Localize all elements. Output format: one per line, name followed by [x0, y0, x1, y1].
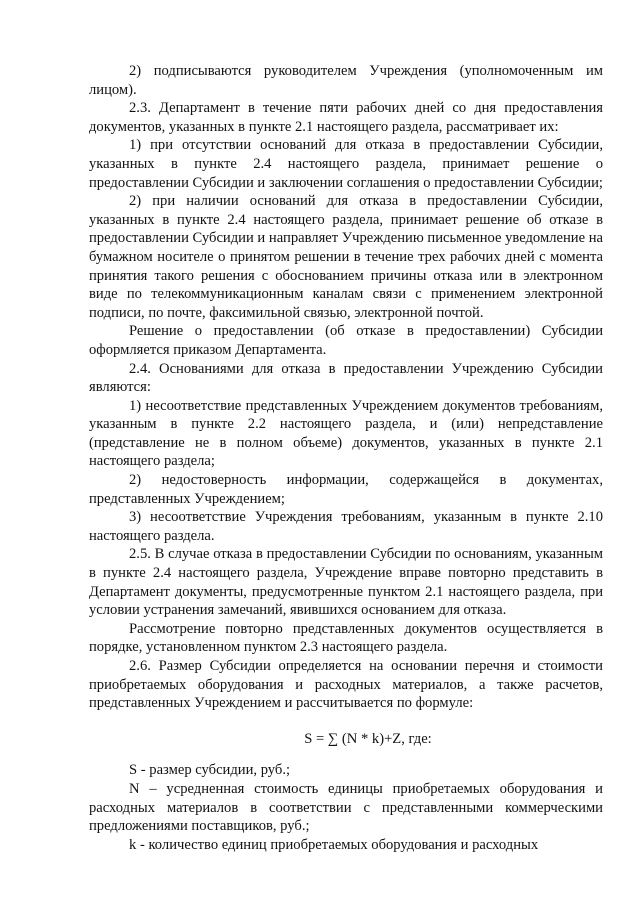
- paragraph-2-signed: 2) подписываются руководителем Учреждения (уполномоченным им лицом).: [89, 63, 603, 98]
- paragraph-2-4-item-3: 3) несоответствие Учреждения требованиям, указанным в пункте 2.10 настоящего раздела.: [89, 509, 603, 544]
- definition-k: k - количество единиц приобретаемых оборудования и расходных: [129, 836, 539, 853]
- paragraph-decision: Решение о предоставлении (об отказе в предоставлении) Субсидии оформляется приказом Департамента.: [89, 323, 603, 358]
- subsidy-formula: S = ∑ (N * k)+Z, где:: [304, 730, 432, 747]
- definition-s: S - размер субсидии, руб.;: [129, 762, 291, 779]
- paragraph-2-4-item-2: 2) недостоверность информации, содержащейся в документах, представленных Учреждением;: [89, 472, 603, 507]
- paragraph-2-3-item-2: 2) при наличии оснований для отказа в предоставлении Субсидии, указанных в пункте 2.4 настоящего раздела, принимает решение об отказе в предоставлении Субсидии и направляет Учреждению письменное уведомление на бумажном носителе о принятом решении в течение трех рабочих дней с момента принятия такого решения с обоснованием причины отказа или в электронном виде по телекоммуникационным каналам связи с применением электронной подписи, по почте, факсимильной связью, электронной почтой.: [89, 193, 603, 321]
- paragraph-2-4-item-1: 1) несоответствие представленных Учреждением документов требованиям, указанным в пункте 2.2 настоящего раздела, и (или) непредставление (представление не в полном объеме) документов, указанных в пункте 2.1 настоящего раздела;: [89, 397, 603, 470]
- paragraph-2-5: 2.5. В случае отказа в предоставлении Субсидии по основаниям, указанным в пункте 2.4 настоящего раздела, Учреждение вправе повторно представить в Департамент документы, предусмотренные пунктом 2.1 настоящего раздела, при условии устранения замечаний, явившихся основанием для отказа.: [89, 546, 603, 619]
- document-body: [89, 62, 603, 854]
- paragraph-resubmission: Рассмотрение повторно представленных документов осуществляется в порядке, установленном пунктом 2.3 настоящего раздела.: [89, 620, 603, 656]
- paragraph-2-4: 2.4. Основаниями для отказа в предоставлении Учреждению Субсидии являются:: [89, 360, 603, 396]
- definition-n: N – усредненная стоимость единицы приобретаемых оборудования и расходных материалов в соответствии с представленными коммерческими предложениями поставщиков, руб.;: [89, 780, 603, 835]
- paragraph-2-6: 2.6. Размер Субсидии определяется на основании перечня и стоимости приобретаемых оборудования и расходных материалов, а также расчетов, представленных Учреждением и рассчитывается по формуле:: [89, 658, 603, 712]
- paragraph-2-3-item-1: 1) при отсутствии оснований для отказа в предоставлении Субсидии, указанных в пункте 2.4 настоящего раздела, принимает решение о предоставлении Субсидии и заключении соглашения о предоставлении Субсидии;: [89, 137, 603, 191]
- paragraph-2-3: 2.3. Департамент в течение пяти рабочих дней со дня предоставления документов, указанных в пункте 2.1 настоящего раздела, рассматривает их:: [89, 100, 603, 135]
